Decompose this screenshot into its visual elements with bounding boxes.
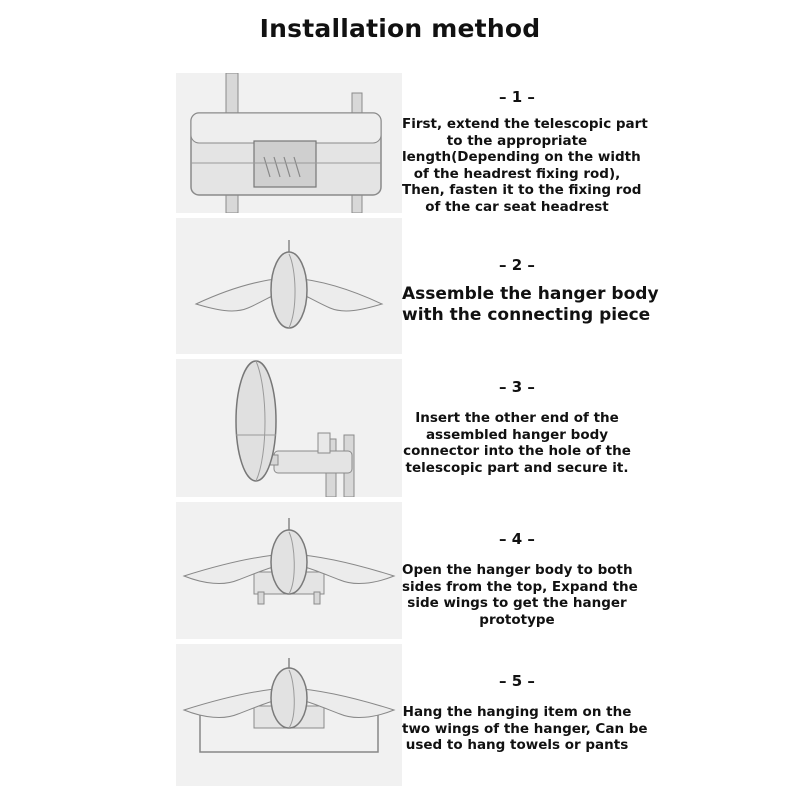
step-3-illustration xyxy=(176,359,402,497)
step-desc-line: to the appropriate xyxy=(446,132,588,149)
step-desc-line: side wings to get the hanger xyxy=(407,595,627,611)
step-5-text xyxy=(402,672,648,754)
step-number: – 2 – xyxy=(499,256,535,274)
step-desc-line: two wings of the hanger, Can be xyxy=(402,720,648,737)
step-desc-line: Hang the hanging item on the xyxy=(402,704,632,720)
step-desc-line: Insert the other end of the xyxy=(415,410,619,426)
step-desc-line: Open the hanger body to both xyxy=(402,562,633,578)
step-desc-line: connector into the hole of the xyxy=(403,443,631,459)
step-number: – 1 – xyxy=(499,88,535,106)
step-3-text xyxy=(402,378,632,476)
step-number: – 4 – xyxy=(499,530,535,548)
step-desc-line: of the car seat headrest xyxy=(425,198,609,215)
step-1-text xyxy=(402,88,648,215)
step-desc-line: telescopic part and secure it. xyxy=(405,459,629,476)
step-number: – 3 – xyxy=(499,378,535,396)
step-desc-line: First, extend the telescopic part xyxy=(402,116,648,132)
step-desc-line: assembled hanger body xyxy=(425,426,609,443)
step-5-illustration xyxy=(176,644,402,786)
step-4-text xyxy=(402,530,638,628)
step-desc-line: prototype xyxy=(479,611,555,628)
step-desc-line: with the connecting piece xyxy=(402,305,651,325)
step-desc-line: Assemble the hanger body xyxy=(402,284,659,304)
step-4-illustration xyxy=(176,502,402,639)
page-title: Installation method xyxy=(259,14,541,43)
step-desc-line: used to hang towels or pants xyxy=(405,737,629,753)
step-2-illustration xyxy=(176,218,402,354)
step-number: – 5 – xyxy=(499,672,535,690)
step-desc-line: sides from the top, Expand the xyxy=(402,578,638,595)
step-2-text xyxy=(402,256,659,326)
step-1-illustration xyxy=(176,73,402,213)
step-desc-line: length(Depending on the width xyxy=(402,149,641,165)
step-desc-line: of the headrest fixing rod), xyxy=(413,165,621,182)
step-desc-line: Then, fasten it to the fixing rod xyxy=(402,182,642,198)
